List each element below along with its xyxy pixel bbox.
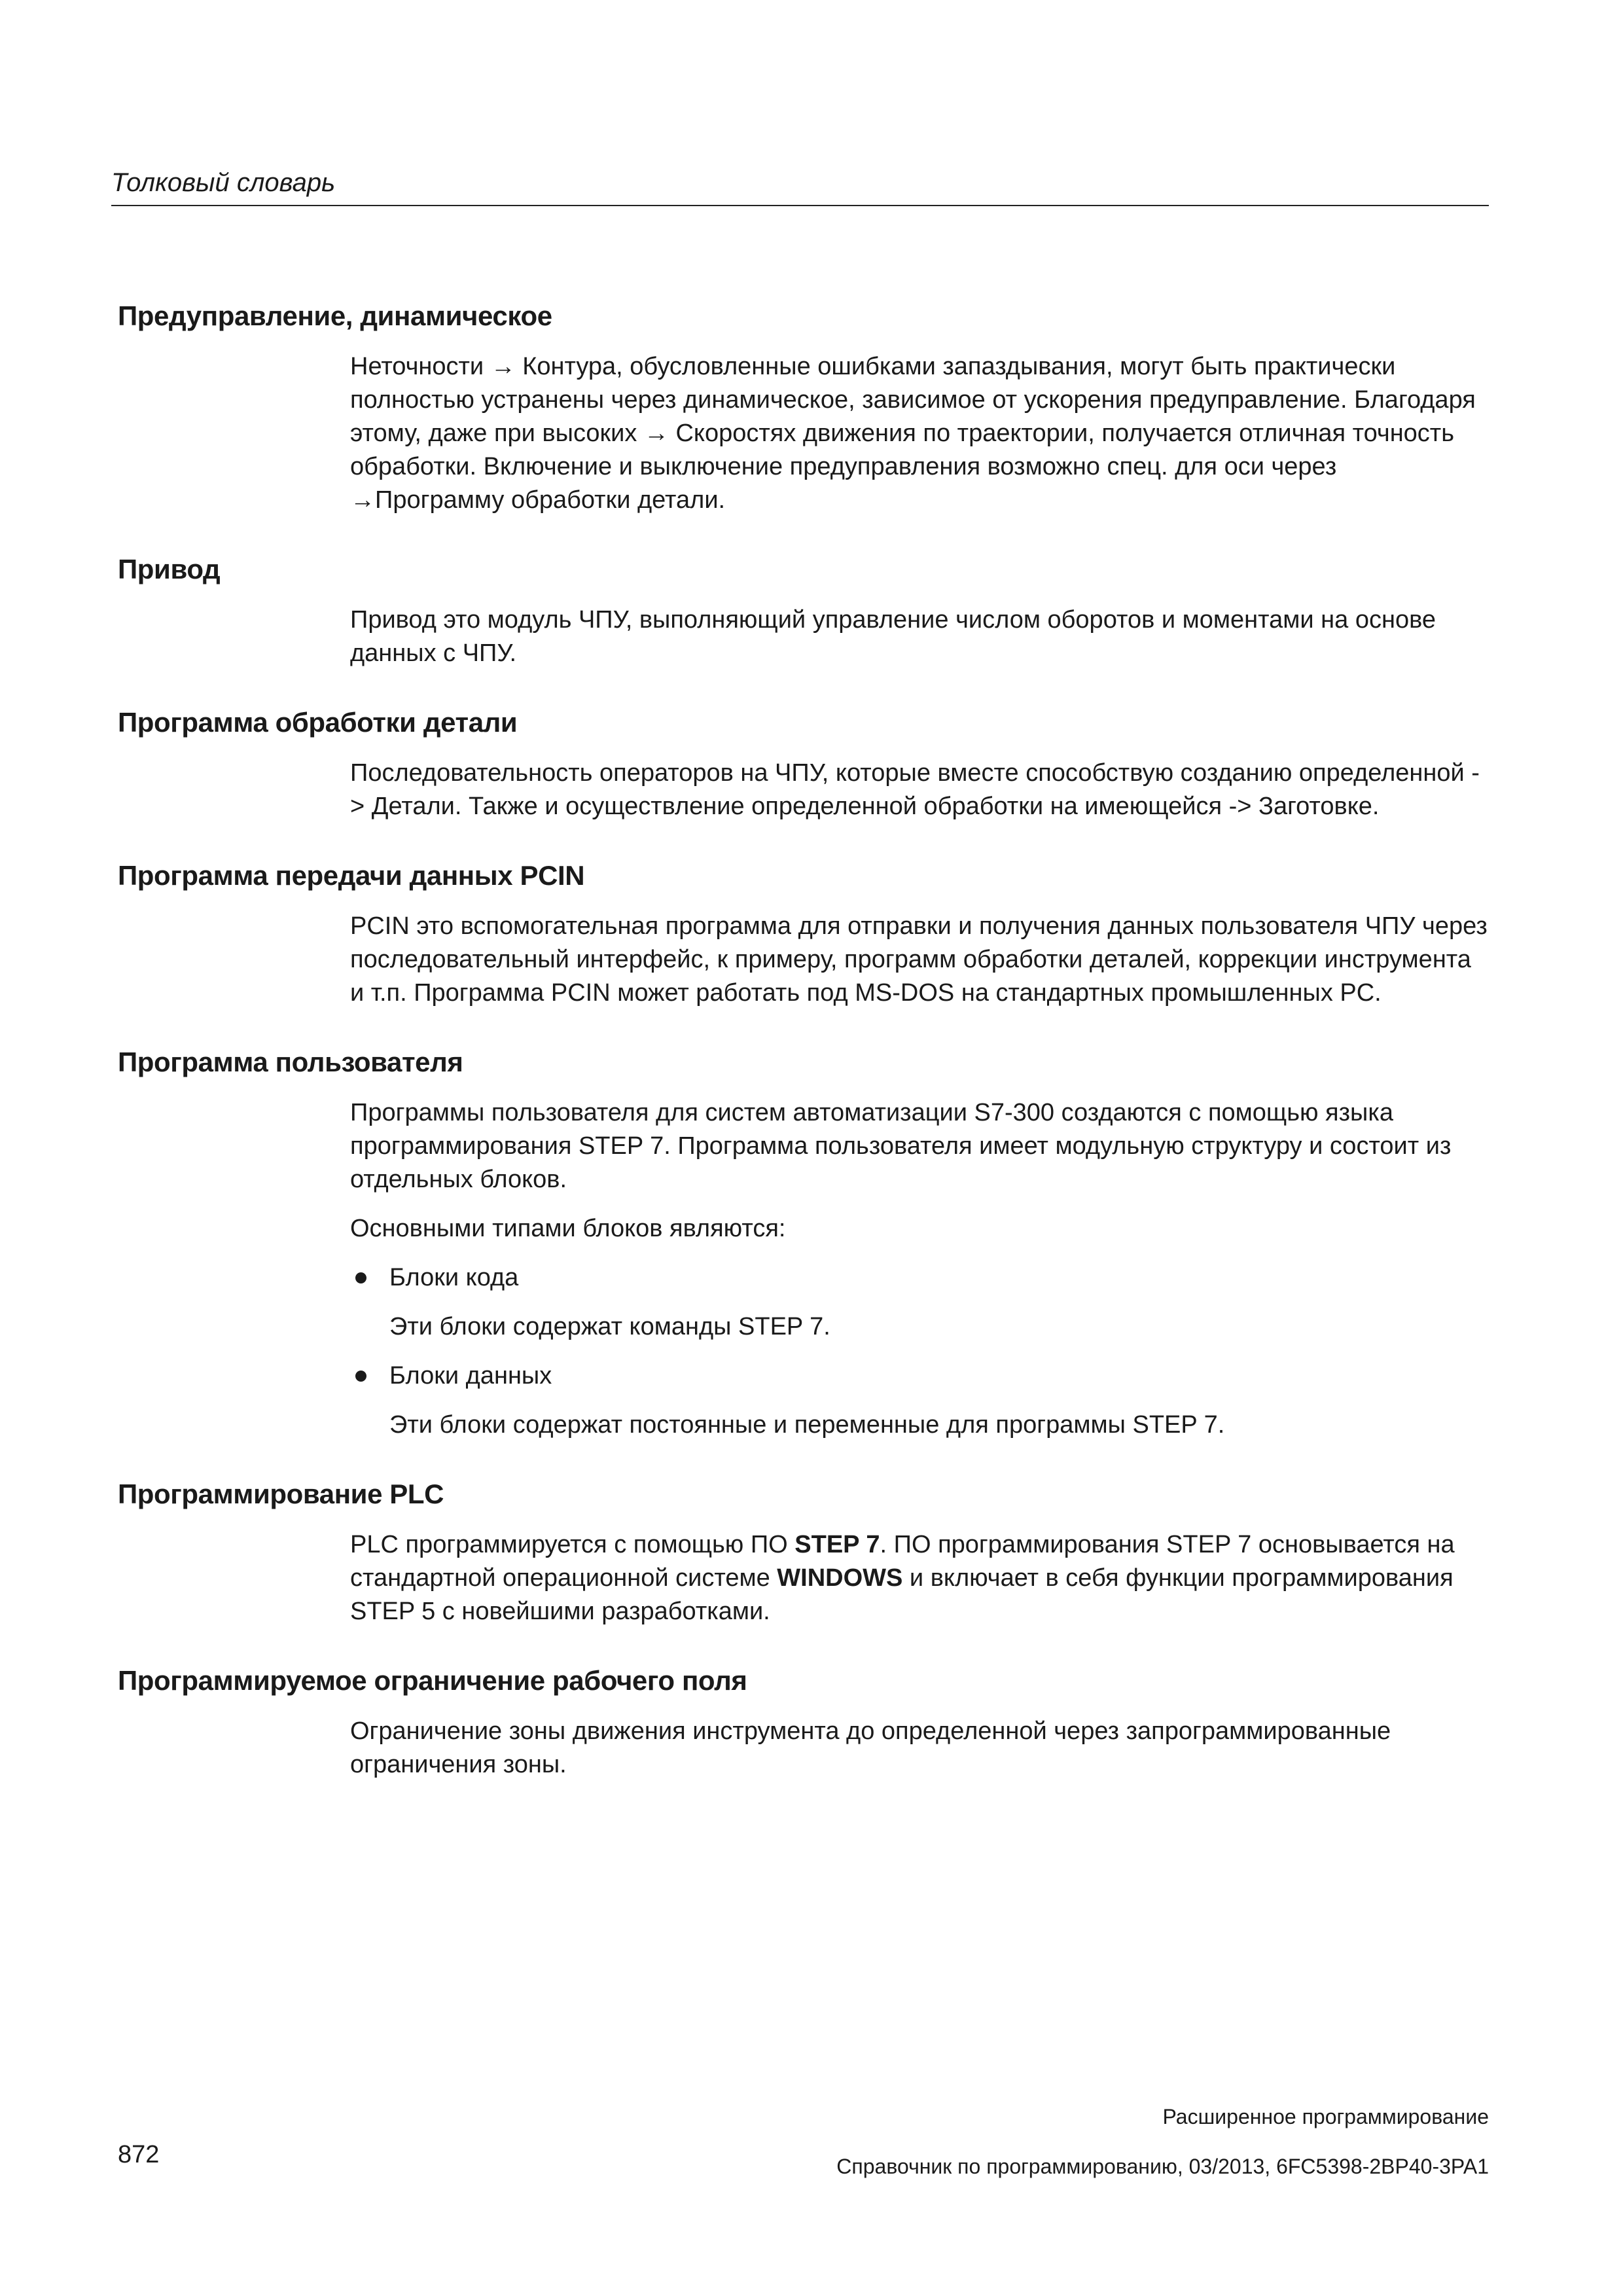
entry-paragraph: Последовательность операторов на ЧПУ, которые вместе способствую созданию определенной -> Детали. Также и осуществление определенной обработки на имеющейся -> Заготовке.: [350, 759, 1480, 820]
glossary-entry: [118, 298, 1489, 517]
text-run: PLC программируется с помощью ПО: [350, 1531, 795, 1558]
entry-body: [350, 603, 1489, 670]
entry-body: [350, 757, 1489, 823]
bold-term: STEP 7: [794, 1531, 880, 1558]
entry-paragraph: Ограничение зоны движения инструмента до определенной через запрограммированные ограничения зоны.: [350, 1717, 1391, 1778]
entry-body: [350, 1528, 1489, 1628]
glossary-entry: [118, 551, 1489, 670]
entry-title: Программа обработки детали: [118, 707, 518, 738]
entry-title: Программа передачи данных PCIN: [118, 860, 585, 891]
entry-body: [350, 910, 1489, 1010]
header-title: Толковый словарь: [111, 168, 336, 197]
entry-paragraph: Привод это модуль ЧПУ, выполняющий управление числом оборотов и моментами на основе данных с ЧПУ.: [350, 606, 1436, 667]
entry-paragraph: PCIN это вспомогательная программа для отправки и получения данных пользователя ЧПУ через последовательный интерфейс, к примеру, программ обработки деталей, коррекции инструмента и т.п. Программа PCIN может работать под MS-DOS на стандартных промышленных PC.: [350, 912, 1488, 1007]
text-run: . ПО программирования STEP 7 основывается на стандартной операционной системе: [350, 1531, 1455, 1592]
entry-body: [350, 350, 1489, 517]
running-header: [111, 166, 1489, 206]
glossary-content: [118, 298, 1489, 1797]
glossary-entry: [118, 857, 1489, 1010]
footer-reference: Справочник по программированию, 03/2013, 6FC5398-2BP40-3PA1: [836, 2155, 1489, 2178]
entry-title: Программа пользователя: [118, 1047, 463, 1077]
entry-title: Предуправление, динамическое: [118, 300, 552, 331]
glossary-entry: [118, 1476, 1489, 1628]
footer-book-title: Расширенное программирование: [1162, 2105, 1489, 2128]
bullet-description: Эти блоки содержат команды STEP 7.: [389, 1313, 830, 1340]
text-run: и включает в себя функции программирования STEP 5 с новейшими разработками.: [350, 1564, 1454, 1625]
footer-info: [836, 2101, 1489, 2182]
entry-paragraph: [350, 1528, 1489, 1628]
entry-body: [350, 1715, 1489, 1782]
page-number: 872: [118, 2141, 160, 2168]
entry-title: Программируемое ограничение рабочего поля: [118, 1665, 747, 1696]
bold-term: WINDOWS: [777, 1564, 903, 1592]
glossary-entry: [118, 1662, 1489, 1782]
bullet-item: Блоки данных: [350, 1359, 1489, 1393]
glossary-entry: [118, 704, 1489, 823]
bullet-item: Блоки кода: [350, 1261, 1489, 1295]
entry-paragraph: Основными типами блоков являются:: [350, 1215, 786, 1242]
glossary-entry: [118, 1044, 1489, 1442]
entry-body: [350, 1096, 1489, 1442]
entry-title: Привод: [118, 554, 221, 584]
entry-title: Программирование PLC: [118, 1479, 444, 1509]
entry-paragraph: Программы пользователя для систем автоматизации S7-300 создаются с помощью языка программирования STEP 7. Программа пользователя имеет модульную структуру и состоит из отдельных блоков.: [350, 1099, 1452, 1193]
entry-paragraph: Неточности → Контура, обусловленные ошибками запаздывания, могут быть практически полностью устранены через динамическое, зависимое от ускорения предуправление. Благодаря этому, даже при высоких → Скоростях движения по траектории, получается отличная точность обработки. Включение и выключение предуправления возможно спец. для оси через →Программу обработки детали.: [350, 353, 1476, 514]
bullet-description: Эти блоки содержат постоянные и переменные для программы STEP 7.: [389, 1411, 1225, 1439]
